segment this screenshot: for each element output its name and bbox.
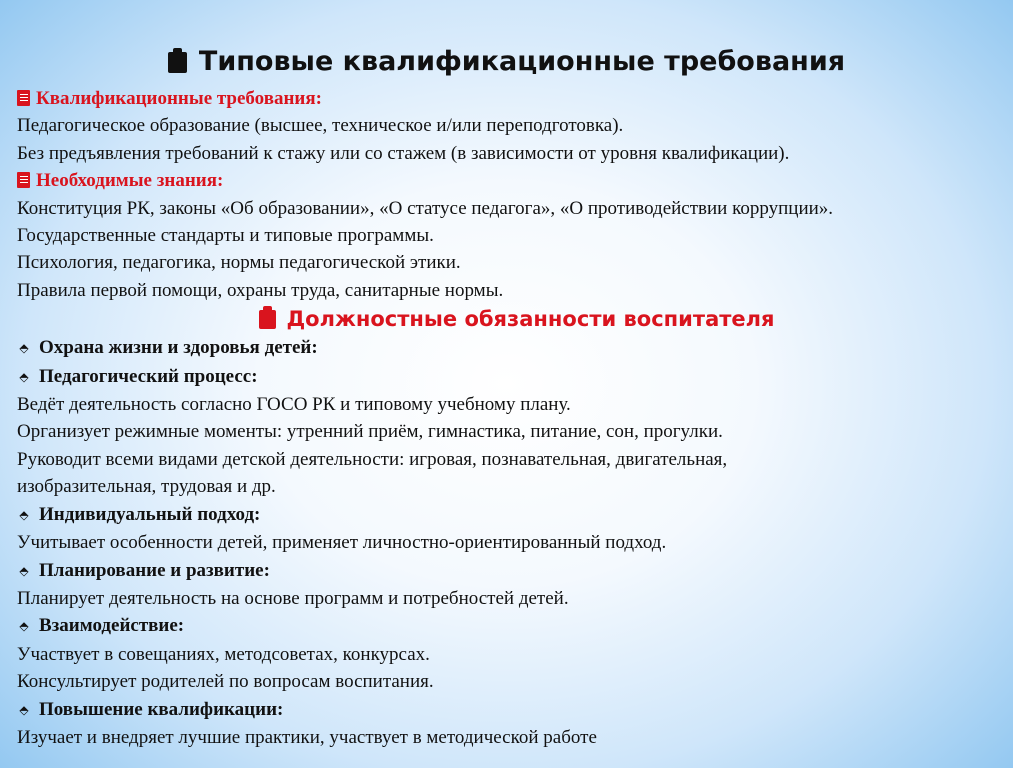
- book-icon: [17, 172, 30, 188]
- diamond-bullet-icon: ⬘: [19, 702, 29, 717]
- duty-line: Учитывает особенности детей, применяет личностно-ориентированный подход.: [17, 532, 667, 554]
- knowledge-heading: [17, 167, 997, 194]
- knowledge-line: Психология, педагогика, нормы педагогической этики.: [17, 252, 461, 274]
- qualification-line: Педагогическое образование (высшее, техническое и/или переподготовка).: [17, 115, 624, 137]
- duty-heading: [17, 501, 997, 529]
- duty-line: изобразительная, трудовая и др.: [17, 476, 276, 498]
- slide-content: [17, 85, 997, 751]
- duty-line: Организует режимные моменты: утренний приём, гимнастика, питание, сон, прогулки.: [17, 421, 723, 443]
- duty-heading: [17, 612, 997, 640]
- clipboard-icon: [259, 306, 276, 329]
- duties-title-text: Должностные обязанности воспитателя: [286, 307, 775, 332]
- duty-line: Планирует деятельность на основе программ и потребностей детей.: [17, 587, 569, 609]
- qualification-line: Без предъявления требований к стажу или со стажем (в зависимости от уровня квалификации).: [17, 142, 790, 164]
- duty-heading: [17, 557, 997, 585]
- duty-heading: [17, 363, 997, 391]
- duty-line: Консультирует родителей по вопросам воспитания.: [17, 671, 434, 693]
- diamond-bullet-icon: ⬘: [19, 619, 29, 634]
- duties-title: [17, 304, 997, 334]
- duty-line: Ведёт деятельность согласно ГОСО РК и типовому учебному плану.: [17, 394, 571, 416]
- duty-line: Руководит всеми видами детской деятельности: игровая, познавательная, двигательная,: [17, 448, 728, 470]
- duty-line: Изучает и внедряет лучшие практики, участвует в методической работе: [17, 726, 597, 748]
- diamond-bullet-icon: ⬘: [19, 507, 29, 522]
- diamond-bullet-icon: ⬘: [19, 563, 29, 578]
- diamond-bullet-icon: ⬘: [19, 341, 29, 356]
- duty-heading-text: Индивидуальный подход:: [39, 503, 261, 525]
- qualification-heading: [17, 85, 997, 112]
- duty-line: Участвует в совещаниях, методсоветах, конкурсах.: [17, 643, 430, 665]
- knowledge-line: Конституция РК, законы «Об образовании», «О статусе педагога», «О противодействии коррупции».: [17, 197, 834, 219]
- knowledge-heading-text: Необходимые знания:: [36, 170, 224, 192]
- duty-heading-text: Планирование и развитие:: [39, 559, 270, 581]
- duty-heading-text: Охрана жизни и здоровья детей:: [39, 337, 318, 359]
- slide-title-text: Типовые квалификационные требования: [198, 46, 846, 77]
- qualification-heading-text: Квалификационные требования:: [36, 88, 322, 109]
- slide-title: [0, 44, 1013, 80]
- knowledge-line: Государственные стандарты и типовые программы.: [17, 225, 434, 247]
- duty-heading-text: Взаимодействие:: [39, 615, 185, 637]
- duty-heading-text: Педагогический процесс:: [39, 365, 258, 387]
- duty-heading: [17, 334, 997, 362]
- book-icon: [17, 90, 30, 106]
- duty-heading-text: Повышение квалификации:: [39, 698, 284, 720]
- clipboard-icon: [168, 48, 187, 73]
- knowledge-line: Правила первой помощи, охраны труда, санитарные нормы.: [17, 279, 504, 301]
- diamond-bullet-icon: ⬘: [19, 369, 29, 384]
- duty-heading: [17, 696, 997, 724]
